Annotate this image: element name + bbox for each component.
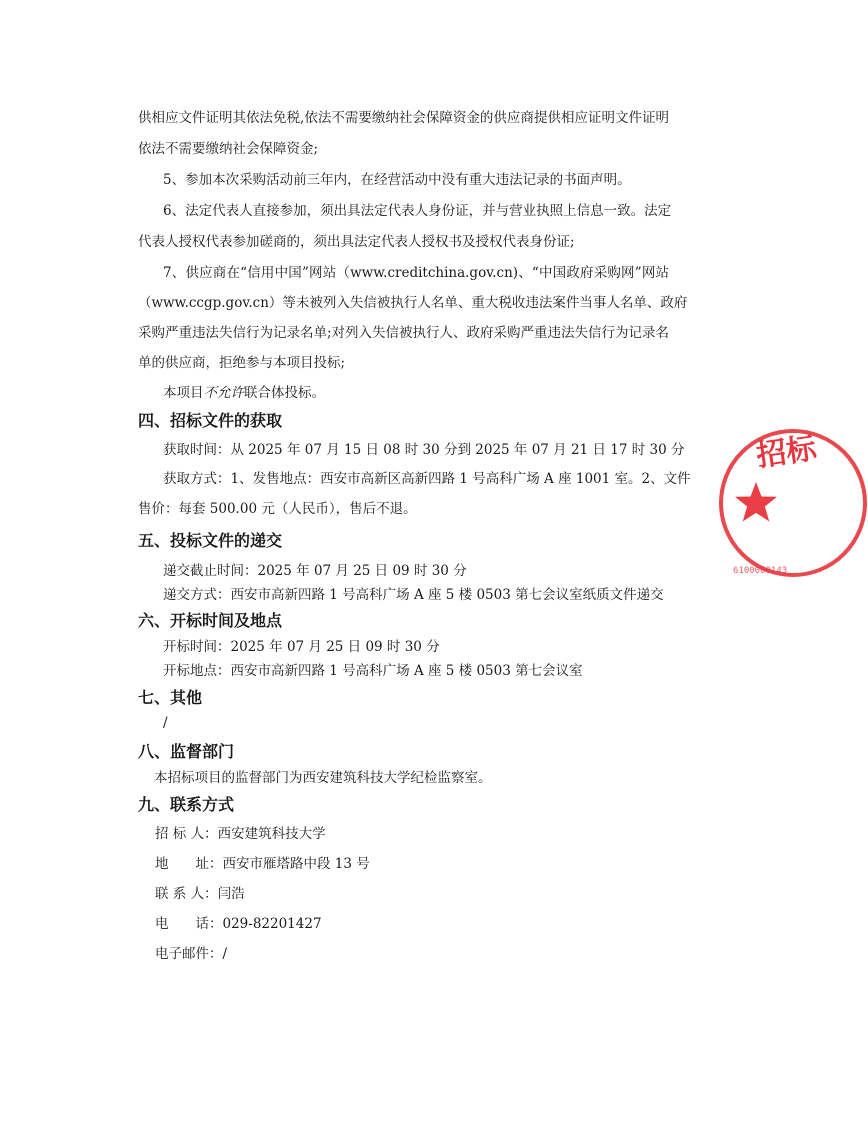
paragraph-line: 5、参加本次采购活动前三年内，在经营活动中没有重大违法记录的书面声明。 [163, 172, 631, 188]
official-seal [718, 418, 868, 588]
section-heading: 七、其他 [138, 688, 203, 707]
contact-line: 电子邮件：/ [155, 946, 228, 962]
paragraph-line [163, 384, 325, 402]
paragraph-text: 联合体投标。 [244, 385, 325, 401]
paragraph-line: 7、供应商在“信用中国”网站（www.creditchina.gov.cn)、“中国政府采购网”网站 [163, 265, 669, 281]
paragraph-line: 获取方式：1、发售地点：西安市高新区高新四路 1 号高科广场 A 座 1001 室。2、文件 [163, 471, 691, 487]
section-heading: 八、监督部门 [138, 742, 235, 761]
paragraph-line: 6、法定代表人直接参加，须出具法定代表人身份证，并与营业执照上信息一致。法定 [163, 203, 672, 219]
paragraph-line: 采购严重违法失信行为记录名单;对列入失信被执行人、政府采购严重违法失信行为记录名 [138, 325, 670, 341]
seal-text: 招标 [754, 430, 819, 474]
section-heading: 九、联系方式 [138, 795, 235, 814]
section-heading: 六、开标时间及地点 [138, 611, 283, 630]
seal-number: 6100000143 [733, 566, 788, 576]
paragraph-line: 开标时间：2025 年 07 月 25 日 09 时 30 分 [163, 639, 440, 655]
paragraph-line: 递交方式：西安市高新四路 1 号高科广场 A 座 5 楼 0503 第七会议室纸质文件递交 [163, 587, 664, 603]
paragraph-line: 依法不需要缴纳社会保障资金; [138, 141, 319, 157]
contact-line: 招 标 人：西安建筑科技大学 [155, 826, 326, 842]
paragraph-line: 供相应文件证明其依法免税,依法不需要缴纳社会保障资金的供应商提供相应证明文件证明 [138, 110, 669, 126]
paragraph-line: （www.ccgp.gov.cn）等未被列入失信被执行人名单、重大税收违法案件当事人名单、政府 [138, 295, 688, 311]
section-heading: 五、投标文件的递交 [138, 531, 283, 550]
contact-line: 电 话：029-82201427 [155, 916, 322, 932]
contact-line: 地 址：西安市雁塔路中段 13 号 [155, 856, 370, 872]
seal-star-icon [735, 482, 777, 522]
paragraph-text: 本项目 [163, 385, 204, 401]
paragraph-line: 开标地点：西安市高新四路 1 号高科广场 A 座 5 楼 0503 第七会议室 [163, 663, 583, 679]
paragraph-line: 代表人授权代表参加磋商的，须出具法定代表人授权书及授权代表身份证; [138, 234, 575, 250]
paragraph-line: 售价：每套 500.00 元（人民币），售后不退。 [138, 501, 417, 517]
contact-line: 联 系 人：闫浩 [155, 886, 245, 902]
emphasis-text: 不允许 [203, 385, 244, 401]
paragraph-line: 递交截止时间：2025 年 07 月 25 日 09 时 30 分 [163, 563, 467, 579]
section-heading: 四、招标文件的获取 [138, 411, 283, 430]
paragraph-line: 单的供应商，拒绝参与本项目投标; [138, 355, 346, 371]
paragraph-line: 获取时间：从 2025 年 07 月 15 日 08 时 30 分到 2025 年 07 月 21 日 17 时 30 分 [163, 442, 685, 458]
paragraph-line: 本招标项目的监督部门为西安建筑科技大学纪检监察室。 [154, 770, 492, 786]
paragraph-line: / [163, 715, 168, 731]
